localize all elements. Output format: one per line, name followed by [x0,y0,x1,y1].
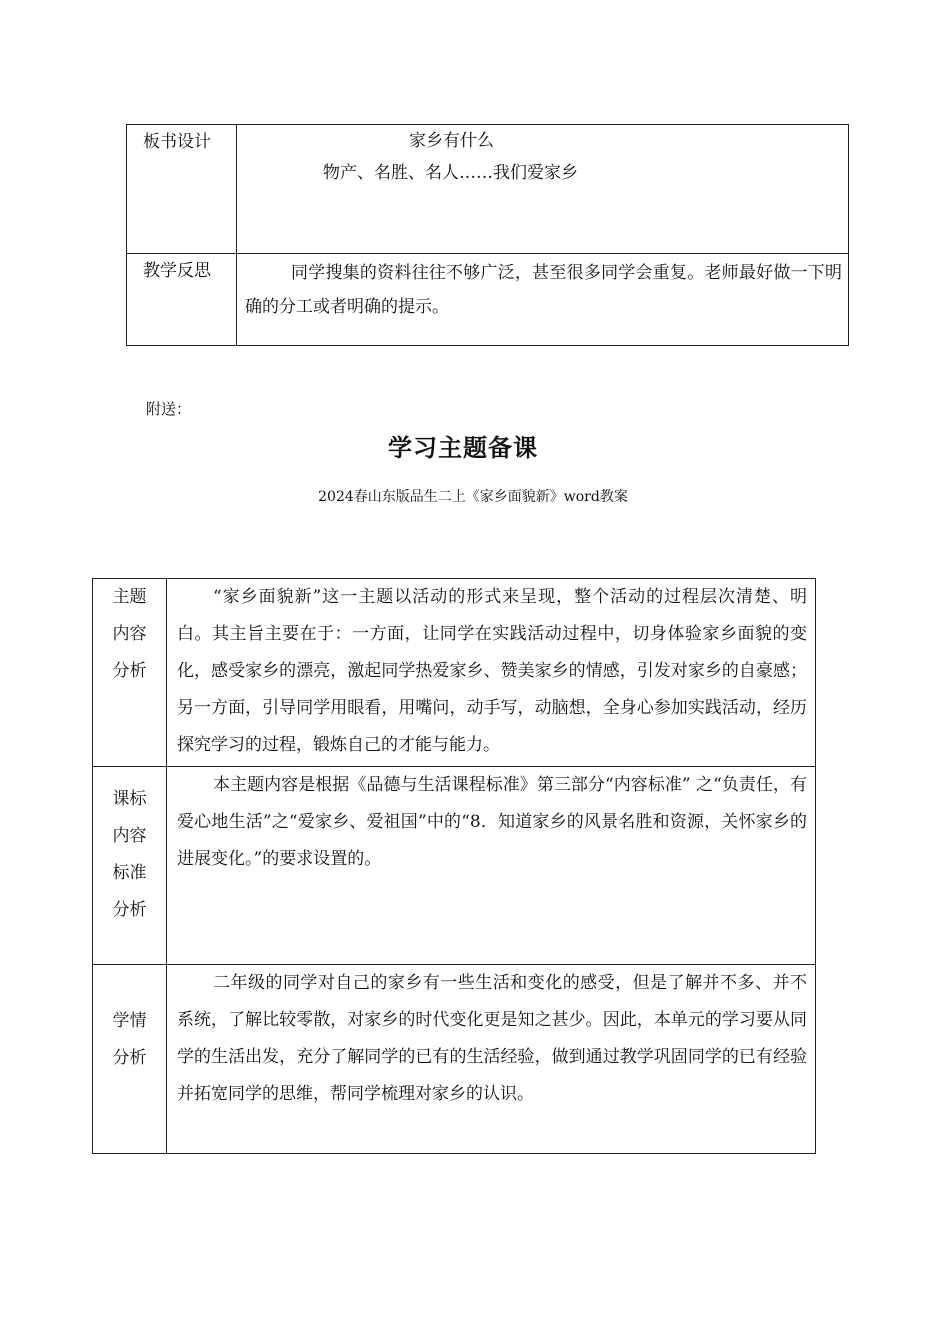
board-design-content-cell [237,125,849,254]
page-subtitle: 2024春山东版品生二上《家乡面貌新》word教案 [318,489,628,505]
board-reflection-table [126,124,849,346]
teaching-reflection-label: 教学反思 [143,261,211,281]
label-line: 主题 [112,587,147,607]
learner-analysis-label [93,965,167,1154]
label-line: 分析 [112,900,147,920]
table-row [93,965,816,1154]
theme-analysis-label [93,579,167,767]
label-line: 内容 [112,624,147,644]
table-row [93,767,816,965]
curriculum-standard-label [93,767,167,965]
table-row [93,579,816,767]
teaching-reflection-row [127,254,849,346]
label-line: 内容 [112,826,147,846]
board-design-row [127,125,849,254]
label-line: 分析 [112,661,147,681]
lesson-analysis-table [92,578,816,1154]
page-title: 学习主题备课 [388,434,538,462]
label-line: 课标 [112,789,147,809]
board-design-label: 板书设计 [143,132,211,152]
board-design-line-2: 物产、名胜、名人……我们爱家乡 [323,163,578,183]
teaching-reflection-text: 同学搜集的资料往往不够广泛，甚至很多同学会重复。老师最好做一下明确的分工或者明确的提示。 [245,263,842,317]
theme-analysis-content-cell [167,579,816,767]
label-line: 分析 [112,1048,147,1068]
curriculum-standard-content-cell [167,767,816,965]
teaching-reflection-label-cell [127,254,237,346]
learner-analysis-text: 二年级的同学对自己的家乡有一些生活和变化的感受，但是了解并不多、并不系统，了解比较零散，对家乡的时代变化更是知之甚少。因此，本单元的学习要从同学的生活出发，充分了解同学的已有的生活经验，做到通过教学巩固同学的已有经验并拓宽同学的思维，帮同学梳理对家乡的认识。 [177,973,807,1104]
learner-analysis-content-cell [167,965,816,1154]
label-line: 学情 [112,1011,147,1031]
board-design-line-1: 家乡有什么 [409,131,494,151]
board-design-label-cell [127,125,237,254]
theme-analysis-text: “家乡面貌新”这一主题以活动的形式来呈现，整个活动的过程层次清楚、明白。其主旨主要在于：一方面，让同学在实践活动过程中，切身体验家乡面貌的变化，感受家乡的漂亮，激起同学热爱家乡、赞美家乡的情感，引发对家乡的自豪感；另一方面，引导同学用眼看，用嘴问，动手写，动脑想，全身心参加实践活动，经历探究学习的过程，锻炼自己的才能与能力。 [177,587,807,755]
teaching-reflection-content-cell [237,254,849,346]
curriculum-standard-text: 本主题内容是根据《品德与生活课程标准》第三部分“内容标准” 之“负责任，有爱心地生活”之“爱家乡、爱祖国”中的“8．知道家乡的风景名胜和资源，关怀家乡的进展变化。”的要求设置的。 [177,775,807,869]
appendix-label: 附送： [146,400,192,418]
label-line: 标准 [112,863,147,883]
